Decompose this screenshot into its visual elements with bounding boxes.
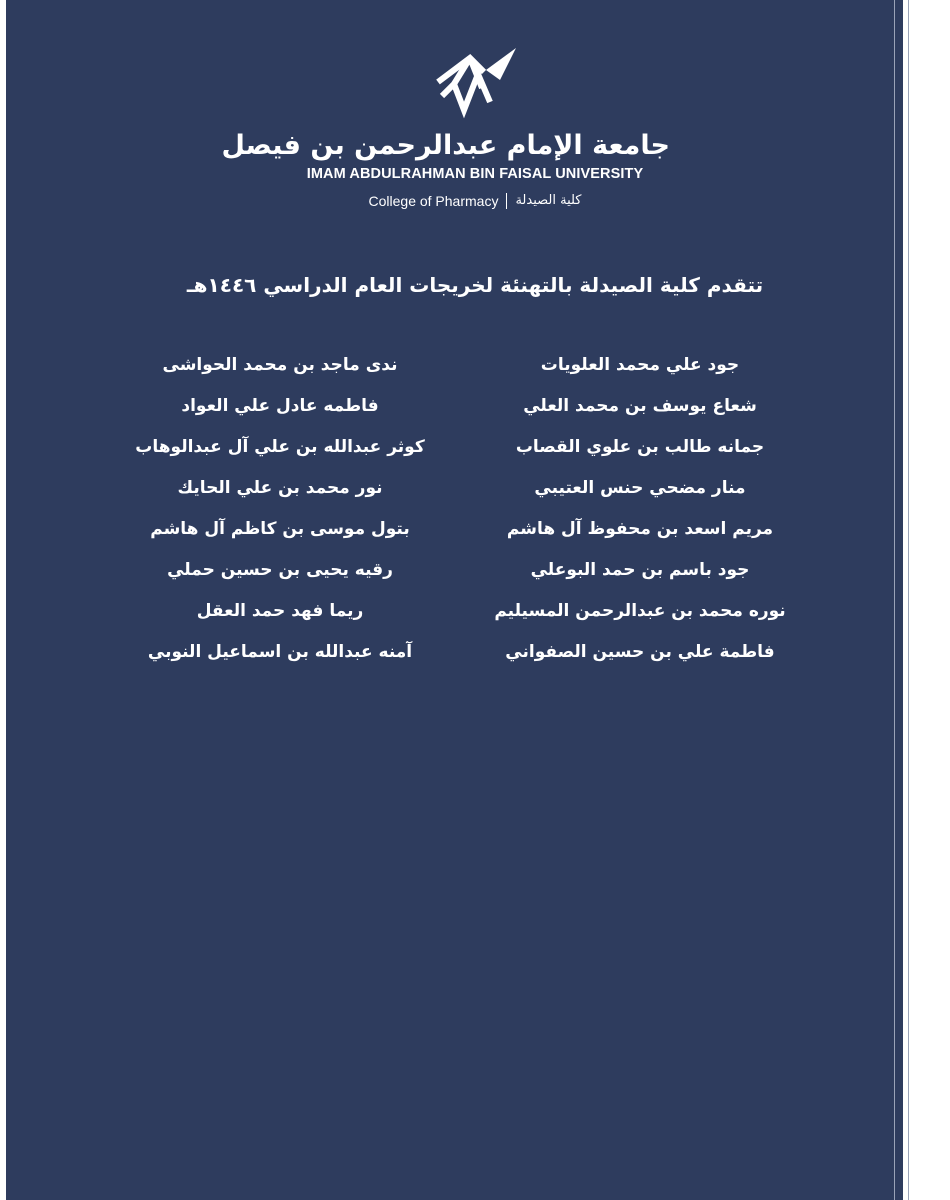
graduate-name: منار مضحي حنس العتيبي: [534, 478, 746, 498]
graduate-name: نوره محمد بن عبدالرحمن المسيليم: [494, 601, 786, 621]
graduate-name: رقيه يحيى بن حسين حملي: [167, 560, 393, 580]
graduate-name: كوثر عبدالله بن علي آل عبدالوهاب: [135, 437, 425, 457]
graduate-name: ريما فهد حمد العقل: [196, 601, 364, 621]
graduate-name: جود باسم بن حمد البوعلي: [530, 560, 750, 580]
college-divider: [506, 193, 507, 209]
graduate-name: نور محمد بن علي الحايك: [177, 478, 383, 498]
college-line: [280, 191, 670, 211]
college-name-arabic: كلية الصيدلة: [515, 193, 582, 208]
graduate-name: جود علي محمد العلويات: [540, 355, 740, 375]
graduate-name: آمنه عبدالله بن اسماعيل النوبي: [147, 642, 413, 662]
right-border-line: [894, 0, 895, 1200]
graduate-name: شعاع يوسف بن محمد العلي: [523, 396, 757, 416]
graduates-list-right: [475, 345, 805, 673]
graduate-name: فاطمة علي بن حسين الصفواني: [505, 642, 775, 662]
university-logo-icon: [430, 44, 518, 122]
graduate-name: ندى ماجد بن محمد الحواشى: [162, 355, 398, 375]
congratulations-headline: تتقدم كلية الصيدلة بالتهنئة لخريجات العام الدراسي ١٤٤٦هـ: [186, 273, 764, 297]
graduate-name: جمانه طالب بن علوي القصاب: [515, 437, 765, 457]
outer-border-line: [908, 0, 909, 1200]
graduate-name: بتول موسى بن كاظم آل هاشم: [150, 519, 410, 539]
graduates-list-left: [115, 345, 445, 673]
graduate-name: مريم اسعد بن محفوظ آل هاشم: [506, 519, 774, 539]
university-name-english: IMAM ABDULRAHMAN BIN FAISAL UNIVERSITY: [306, 166, 644, 182]
graduate-name: فاطمه عادل علي العواد: [181, 396, 379, 416]
university-name-arabic: جامعة الإمام عبدالرحمن بن فيصل: [221, 130, 670, 161]
college-name-english: College of Pharmacy: [368, 193, 499, 209]
